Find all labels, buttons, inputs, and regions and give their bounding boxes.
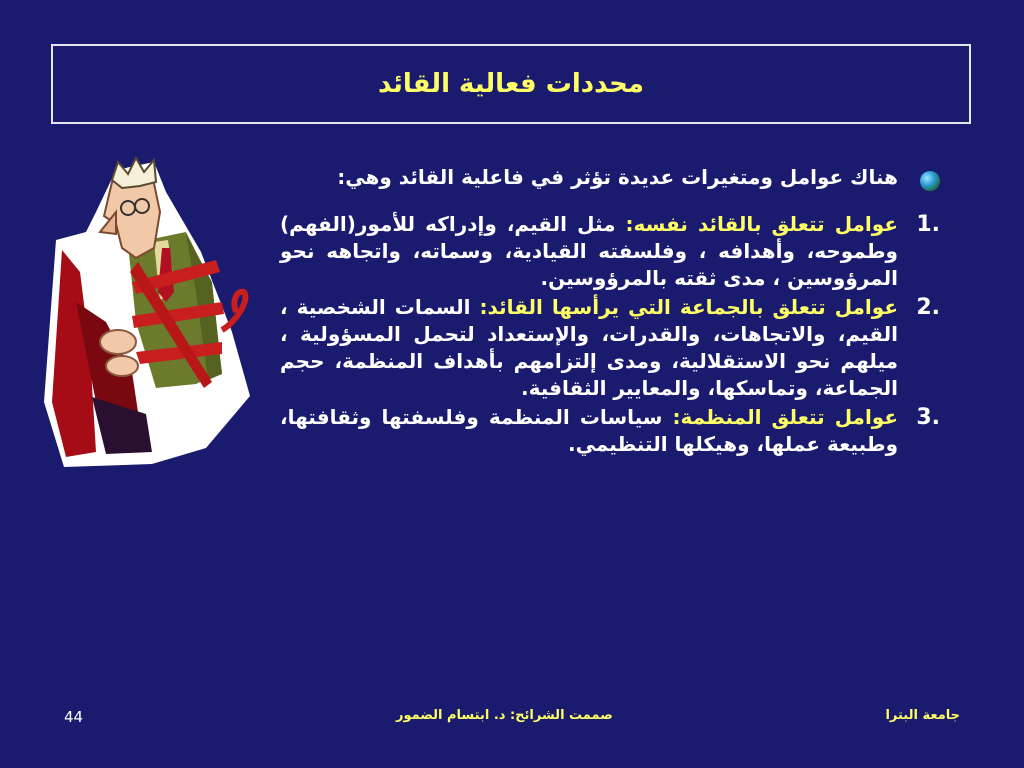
title-box [51, 44, 971, 124]
item-text: مثل القيم، وإدراكه للأمور(الفهم) وطموحه، وأهدافه ، وفلسفته القيادية، وسماته، واتجاهه نحو المرؤوسين ، مدى ثقته بالمرؤوسين. [280, 212, 898, 290]
intro-text: هناك عوامل ومتغيرات عديدة تؤثر في فاعلية القائد وهي: [337, 165, 898, 189]
globe-icon [920, 171, 940, 191]
item-body [280, 211, 898, 292]
list-item-1 [280, 211, 940, 292]
list-item-2 [280, 294, 940, 402]
item-body [280, 294, 898, 402]
item-heading: عوامل تتعلق بالقائد نفسه: [625, 212, 898, 236]
footer-designer: صممت الشرائح: د. ابتسام الضمور [396, 708, 613, 723]
item-number: 2. [916, 295, 940, 320]
list-item-3 [280, 404, 940, 458]
item-text: السمات الشخصية ، القيم، والاتجاهات، والقدرات، والإستعداد لتحمل المسؤولية ، ميلهم نحو الاستقلالية، ومدى إلتزامهم بأهداف المنظمة، حجم الجماعة، وتماسكها، والمعايير الثقافية. [280, 295, 898, 400]
footer-university: جامعة البترا [885, 708, 960, 723]
item-number: 3. [916, 405, 940, 430]
item-body [280, 404, 898, 458]
tied-up-man-clipart [36, 152, 260, 470]
item-heading: عوامل تتعلق بالجماعة التي يرأسها القائد: [479, 295, 898, 319]
item-number: 1. [916, 212, 940, 237]
slide-title: محددات فعالية القائد [378, 69, 644, 99]
item-heading: عوامل تتعلق المنظمة: [672, 405, 898, 429]
page-number: 44 [64, 708, 84, 726]
slide-content [280, 164, 940, 460]
intro-bullet [280, 164, 940, 191]
item-text: سياسات المنظمة وفلسفتها وثقافتها، وطبيعة عملها، وهيكلها التنظيمي. [280, 405, 898, 456]
